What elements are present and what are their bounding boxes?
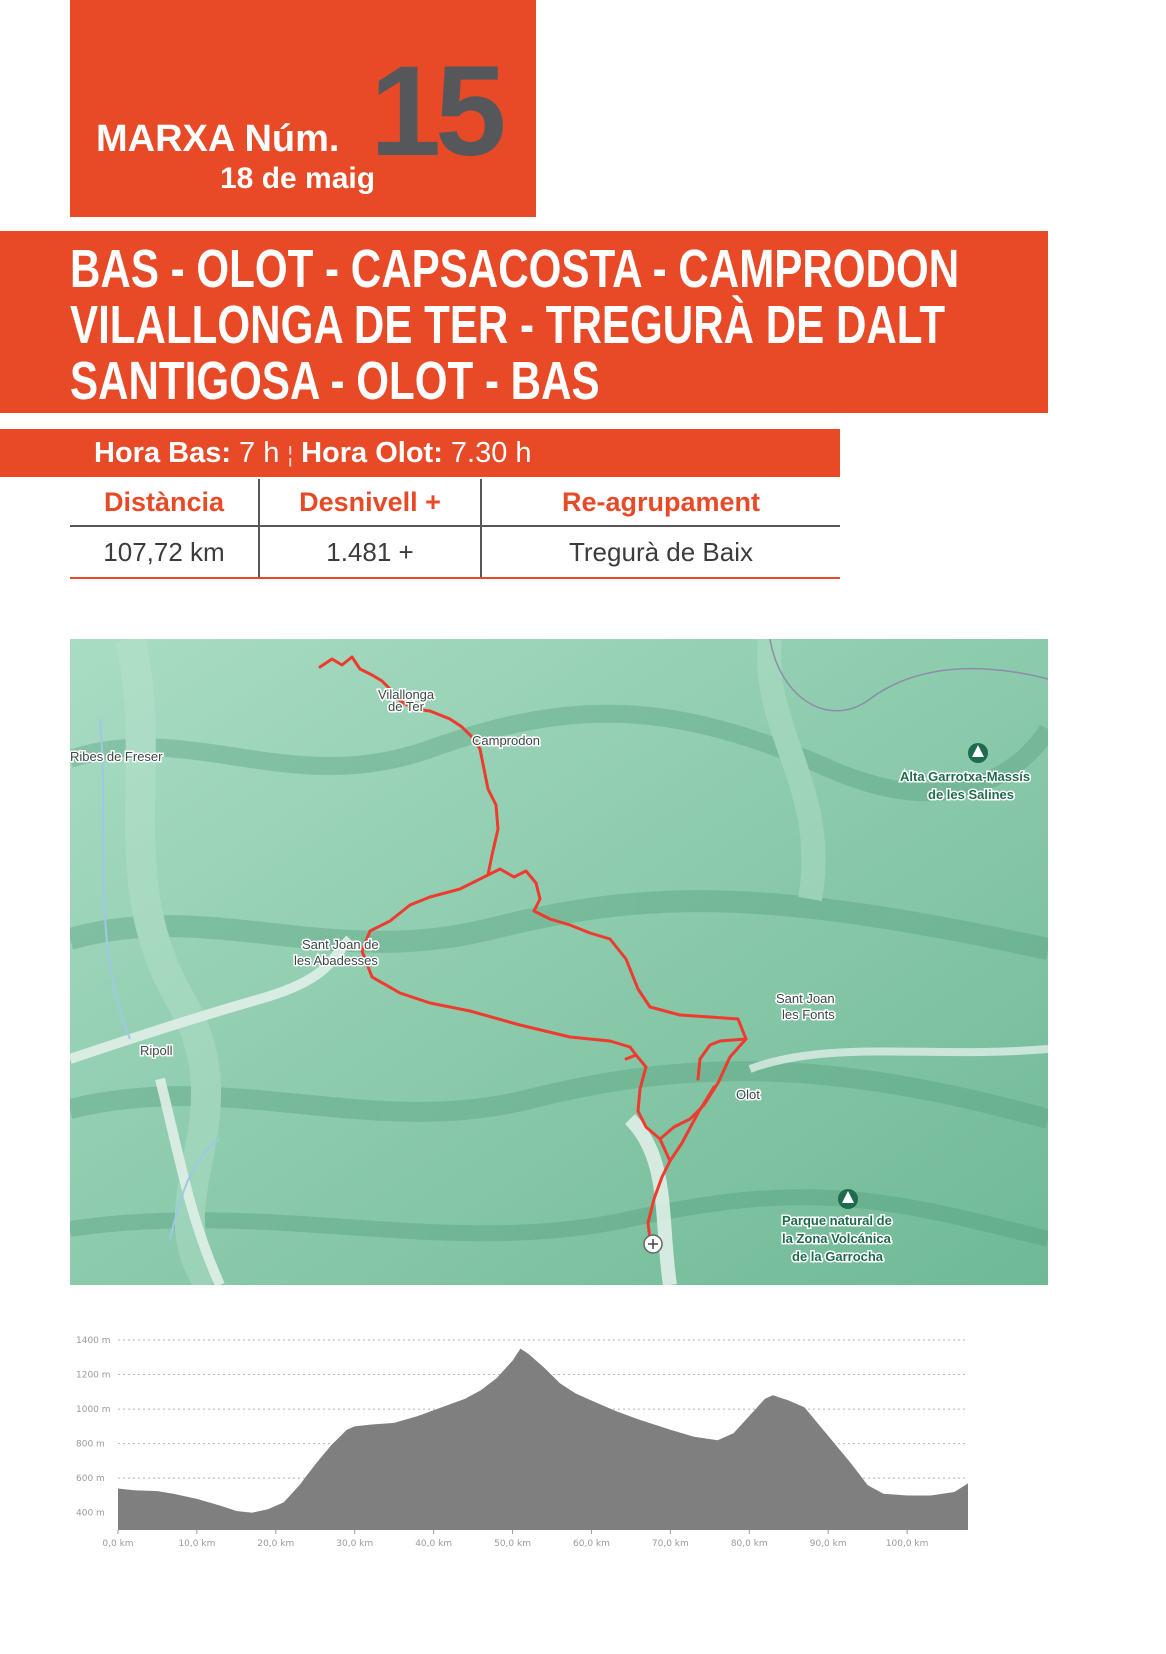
elevation-y-tick-label: 800 m (76, 1439, 105, 1450)
label-sant-joan-abadesses-1: Sant Joan de (302, 937, 379, 952)
label-alta-garrotxa-2: de les Salines (928, 787, 1014, 802)
label-sant-joan-abadesses-2: les Abadesses (294, 953, 378, 968)
elevation-x-tick-label: 0,0 km (102, 1539, 134, 1549)
elevation-area (118, 1349, 968, 1530)
label-ripoll: Ripoll (140, 1043, 173, 1058)
elevation-x-tick-label: 50,0 km (494, 1539, 531, 1549)
marxa-badge (70, 0, 536, 217)
hora-bas-value: 7 h (231, 437, 280, 469)
label-alta-garrotxa-1: Alta Garrotxa-Massís (900, 769, 1031, 784)
elevation-gain-header: Desnivell + (259, 479, 481, 526)
route-stats-table (70, 479, 840, 579)
elevation-x-tick-label: 70,0 km (651, 1539, 689, 1549)
route-map-svg (70, 639, 1048, 1285)
label-sant-joan-fonts-2: les Fonts (782, 1007, 835, 1022)
elevation-y-tick-label: 600 m (76, 1474, 105, 1485)
elevation-y-tick-label: 1200 m (76, 1370, 111, 1381)
elevation-profile (70, 1330, 1030, 1560)
hora-olot-label: Hora Olot: (301, 437, 443, 469)
route-title-band (0, 231, 1048, 413)
hora-olot-value: 7.30 h (442, 437, 532, 469)
route-title-line-3: SANTIGOSA - OLOT - BAS (70, 351, 600, 411)
elevation-y-ticks (76, 1336, 111, 1519)
regroup-value: Tregurà de Baix (481, 526, 840, 578)
stats-header-row (70, 479, 840, 526)
label-parque-1: Parque natural de (782, 1213, 892, 1228)
route-title-line-1: BAS - OLOT - CAPSACOSTA - CAMPRODON (70, 239, 960, 299)
hora-bas-label: Hora Bas: (94, 437, 231, 469)
regroup-header: Re-agrupament (481, 479, 840, 526)
elevation-x-tick-label: 30,0 km (336, 1539, 374, 1549)
route-map[interactable] (70, 639, 1048, 1285)
elevation-x-tick-label: 100,0 km (885, 1539, 929, 1549)
label-vilallonga-1: Vilallonga (378, 687, 435, 702)
label-parque-3: de la Garrocha (792, 1249, 884, 1264)
elevation-y-tick-label: 1400 m (76, 1336, 111, 1346)
label-vilallonga-2: de Ter (388, 699, 424, 714)
stats-value-row (70, 526, 840, 578)
label-parque-2: la Zona Volcánica (782, 1231, 891, 1246)
label-ribes: Ribes de Freser (70, 749, 163, 764)
label-sant-joan-fonts-1: Sant Joan (776, 991, 835, 1006)
distance-value: 107,72 km (70, 526, 259, 578)
hours-separator: ¦ (287, 442, 294, 467)
marxa-label: MARXA Núm. (96, 118, 340, 160)
route-title-line-2: VILALLONGA DE TER - TREGURÀ DE DALT (70, 295, 946, 355)
start-hours-bar (0, 429, 840, 477)
elevation-x-tick-label: 90,0 km (809, 1539, 847, 1549)
elevation-x-tick-label: 20,0 km (257, 1539, 295, 1549)
distance-header: Distància (70, 479, 259, 526)
elevation-x-tick-label: 60,0 km (573, 1539, 610, 1549)
marxa-date: 18 de maig (220, 162, 376, 195)
terrain-background (70, 639, 1048, 1285)
marxa-number: 15 (370, 40, 501, 183)
label-camprodon: Camprodon (472, 733, 540, 748)
elevation-x-tick-label: 40,0 km (415, 1539, 453, 1549)
elevation-y-tick-label: 400 m (76, 1508, 105, 1519)
label-olot: Olot (736, 1087, 760, 1102)
elevation-x-tick-label: 10,0 km (178, 1539, 216, 1549)
elevation-x-tick-label: 80,0 km (730, 1539, 768, 1549)
elevation-profile-svg (70, 1330, 1030, 1560)
elevation-y-tick-label: 1000 m (76, 1405, 111, 1416)
elevation-x-ticks (102, 1530, 928, 1549)
elevation-gain-value: 1.481 + (259, 526, 481, 578)
